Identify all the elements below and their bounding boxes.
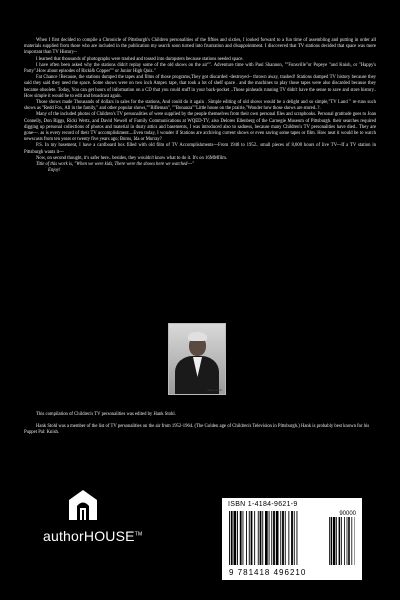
paragraph: I learned that thousands of photographs were trashed and tossed into dumpsters because stations needed space. (36, 56, 244, 62)
barcode-bar (249, 511, 250, 565)
authorhouse-house-icon (65, 488, 101, 524)
barcode-bar (243, 511, 244, 565)
price-code: 90000 (339, 511, 356, 517)
paragraph: Fat Chance !Because, the stations dumped the tapes and films of those programs,They got discarded -destroyed-- thrown away, trashed! Stations dumped TV history because they said they said they need the space. Some shows were on two inch Ampex tape, that took a lot of shelf space . and the machines to play those tapes were also discarded because they became obsolete. Today, You can get hours of information on a CD that you could stuff in your back-pocket ..Those pinheads running TV didn't have the sense to save and store history.. How simple it would be to edit and broadcast again. (24, 75, 376, 99)
barcode-bar (237, 511, 238, 565)
author-photo (168, 323, 226, 395)
barcode-bar (291, 511, 293, 565)
barcode-bar (344, 517, 345, 565)
signoff: Enjoy! (48, 168, 61, 174)
barcode-bar (280, 511, 281, 565)
trademark: TM (134, 531, 143, 538)
paragraph: Title of this work is, "When we were kids, There were the shows here we watched---" (36, 162, 195, 168)
ean-text: 9 781418 496210 (229, 568, 307, 577)
barcode-bar (329, 517, 330, 565)
barcode-bar (333, 517, 335, 565)
barcode-bar (285, 511, 286, 565)
barcode-bar (229, 511, 230, 565)
barcode-bar (260, 511, 262, 565)
barcode-bar (348, 517, 350, 565)
barcode-bar (262, 511, 263, 565)
barcode-bar (351, 517, 352, 565)
photo-caption: photo credit (207, 388, 222, 392)
isbn-text: ISBN 1-4184-9621-9 (228, 501, 298, 508)
paragraph: Many of the included photos of Children's TV personalities of were supplied by the people themselves from their own personal files and scrapbooks. Personal gratitude goes to Joan Connelly, Don Riggs, Ricki Wertz, and David Newell of Family Communications at WQED-TV, also Delores Ellenberg of the Carnegie Museum of Pittsburgh. their searches required digging up personal collections of photos and material in dusty attics and basements, I was introduced also to sadness, because many Children's TV personalities have died.. They are gone---. as is every record of their TV accomplishment....Even today, I wonder if Stations are archiving current shows or even saving some tapes or film. How neat it would be to watch newscasts from ten years or twenty five years ago; Burns, Ida or Murray? (24, 112, 376, 143)
publisher-logo (43, 488, 143, 558)
editor-line: This compilation of Children's TV personalities was edited by Hank Stohl. (36, 412, 176, 417)
barcode-bar (294, 511, 295, 565)
photo-hair (188, 332, 207, 341)
paragraph: When I first decided to compile a Chronicle of Pittsburgh's Children personalities of the fifties and sixties, I looked forward to a fun time of assembling and putting in order all materials supplied from those who are included in the publication my search soon turned into frustration and disappointment. I discovered that TV stations decided that space was more important than TV History-- (24, 38, 376, 56)
barcode-bar (265, 511, 268, 565)
barcode-bar (288, 511, 289, 565)
barcode-bar (341, 517, 342, 565)
barcode-bar (331, 517, 333, 565)
paragraph: P.S. In my basement, I have a cardboard box filled with old film of TV Accomplishments---From 1948 to 1952.. small pieces of 8,000 hours of live TV---If a TV station in Pittsburgh wants it--- (24, 143, 376, 155)
barcode-bar (240, 511, 242, 565)
credits (24, 412, 376, 443)
back-cover-text (24, 38, 376, 174)
barcode-bar (254, 511, 255, 565)
bio-line: Hank Stohl was a member of the list of TV personalities on the air from 1952-1964. (The Golden age of Children's Television in Pittsburgh.) Hank is probably best known for his Puppet Pal: Knish. (24, 424, 370, 436)
barcode-bar (231, 511, 233, 565)
publisher-wordmark: authorHOUSE (43, 528, 135, 544)
barcode-bar (271, 511, 272, 565)
barcode-bar (347, 517, 348, 565)
barcode-bar (258, 511, 259, 565)
barcode-bars (229, 511, 355, 567)
barcode-bar (273, 511, 275, 565)
paragraph: Those shows made Thousands of dollars in sales for the stations, And could do it again . Simple editing of old shows would be a delight and so simple,"TV Land " re-runs such shows as "Redd Fox, All in the family," and other popular shows,""Rifleman", ""Bonanza""Little house on the prairie,"Wonder how those shows are stored..?. (24, 100, 376, 112)
publisher-name (43, 528, 143, 544)
paragraph: Now, on second thought, it's safer here.. besides, they wouldn't know what to do it. It's on 16MMfilm. (36, 155, 228, 161)
isbn-barcode (222, 498, 362, 580)
barcode-bar (297, 511, 298, 565)
barcode-bar (282, 511, 284, 565)
paragraph: I have often been asked why the stations didn't replay some of the old shows on the air"". Adventure time with Paul Shannon, ""Funsville"or Popeye "and Knish, or "Happy's Party".How about episodes of Ricki& Copper"" or Junior High Quiz." (24, 62, 376, 75)
barcode-bar (269, 511, 270, 565)
barcode-bar (246, 511, 247, 565)
barcode-bar (234, 511, 237, 565)
barcode-bar (339, 517, 341, 565)
barcode-bar (276, 511, 279, 565)
barcode-bar (336, 517, 337, 565)
barcode-bar (251, 511, 253, 565)
